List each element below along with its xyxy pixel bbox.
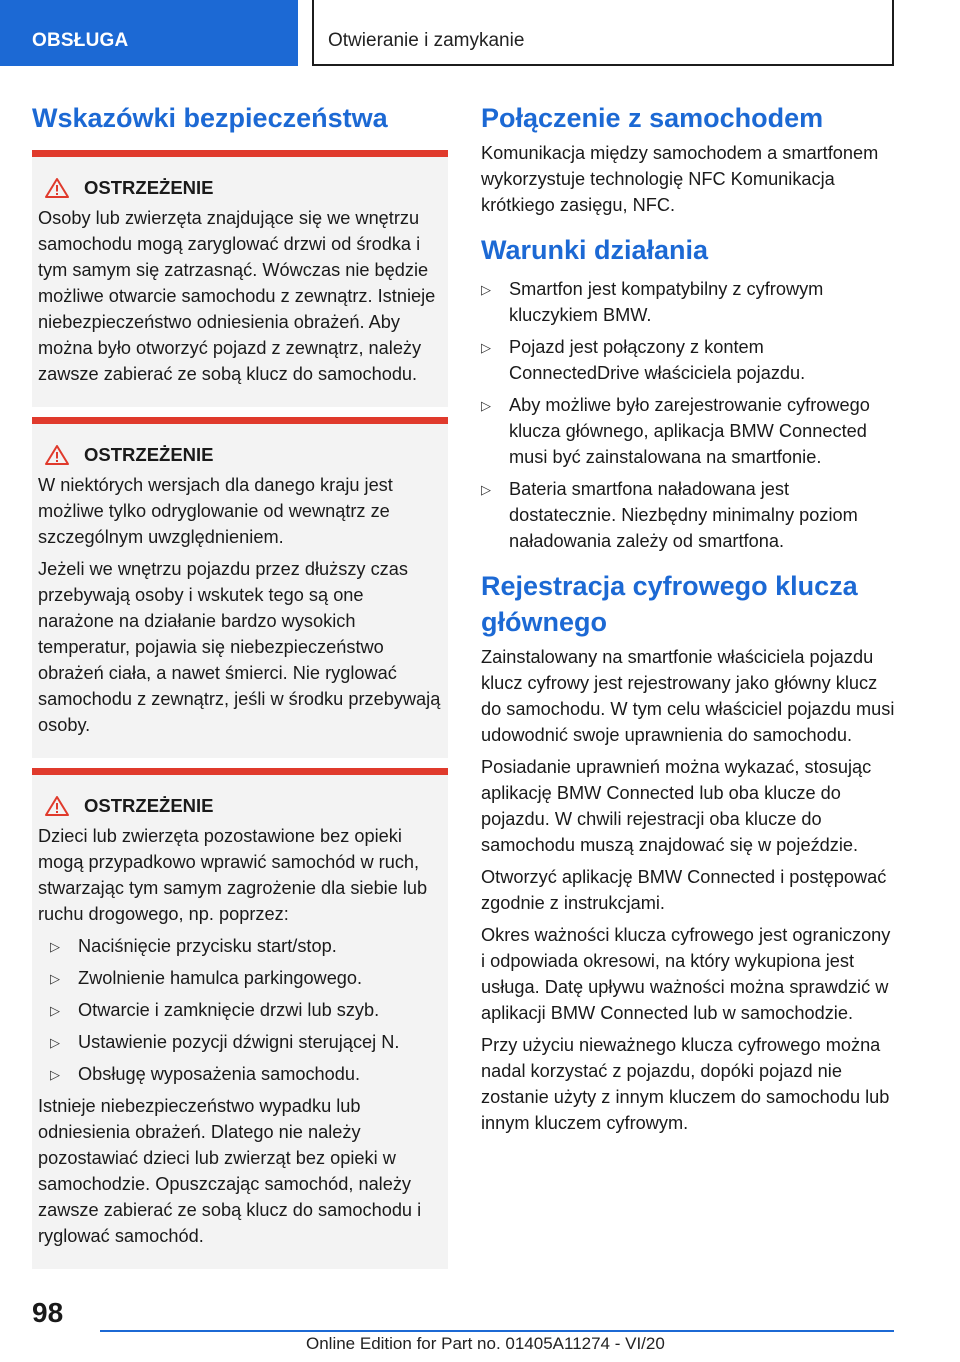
footer-divider: [100, 1330, 894, 1332]
safety-heading: Wskazówki bezpieczeństwa: [32, 103, 388, 133]
list-item: ▷ Naciśnięcie przycisku start/stop.: [50, 933, 442, 960]
registration-text: Zainstalowany na smartfonie właściciela pojazdu klucz cyfrowy jest rejestrowany jako główny klucz do samochodu. W tym celu właściciel pojazdu musi udowodnić swoje uprawnienia do samochodu.: [481, 647, 895, 745]
warning-title: OSTRZEŻENIE: [84, 177, 214, 198]
triangle-right-outline-icon: ▷: [50, 1067, 60, 1082]
warning-box-3: [32, 768, 448, 1269]
list-item: ▷ Bateria smartfona naładowana jest dostatecznie. Niezbędny minimalny poziom naładowania zależy od smartfona.: [481, 476, 897, 554]
warning-triangle-icon: [44, 795, 70, 817]
warning-text: Osoby lub zwierzęta znajdujące się we wnętrzu samochodu mogą zaryglować drzwi od środka i tym samym się zatrzasnąć. Wówczas nie będzie możliwe otwarcie samochodu z zewnątrz. Istnieje niebezpieczeństwo odniesienia obrażeń. Aby można było otworzyć pojazd z zewnątrz, należy zawsze zabierać ze sobą klucz do samochodu.: [38, 208, 436, 384]
warning-text: Jeżeli we wnętrzu pojazdu przez dłuższy czas przebywają osoby i wskutek tego są one narażone na działanie bardzo wysokich temperatur, pojawia się niebezpieczeństwo obrażeń ciała, a nawet śmierci. Nie ryglować samochodu z zewnątrz, jeśli w środku przebywają osoby.: [38, 559, 441, 735]
chapter-tab: Otwieranie i zamykanie: [312, 0, 894, 66]
list-item: ▷ Smartfon jest kompatybilny z cyfrowym kluczykiem BMW.: [481, 276, 897, 328]
warning-text: Istnieje niebezpieczeństwo wypadku lub odniesienia obrażeń. Dlatego nie należy pozostawiać dzieci lub zwierząt bez opieki w samochodzie. Opuszczając samochód, należy zawsze zabierać ze sobą klucz do samochodu i ryglować samochód.: [38, 1096, 422, 1246]
list-item: ▷ Obsługę wyposażenia samochodu.: [50, 1061, 442, 1088]
list-item: ▷ Ustawienie pozycji dźwigni sterującej N.: [50, 1029, 442, 1056]
list-item: ▷ Aby możliwe było zarejestrowanie cyfrowego klucza głównego, aplikacja BMW Connected musi być zainstalowana na smartfonie.: [481, 392, 897, 470]
left-column: [32, 100, 448, 1279]
list-item: ▷ Otwarcie i zamknięcie drzwi lub szyb.: [50, 997, 442, 1024]
warning-title: OSTRZEŻENIE: [84, 795, 214, 816]
list-item: ▷ Pojazd jest połączony z kontem ConnectedDrive właściciela pojazdu.: [481, 334, 897, 386]
connection-text: Komunikacja między samochodem a smartfonem wykorzystuje technologię NFC Komunikacja krótkiego zasięgu, NFC.: [481, 143, 879, 215]
registration-text: Otworzyć aplikację BMW Connected i postępować zgodnie z instrukcjami.: [481, 867, 887, 913]
warning-text: W niektórych wersjach dla danego kraju jest możliwe tylko odryglowanie od wewnątrz ze szczególnym uwzględnieniem.: [38, 475, 393, 547]
warning-list: [50, 933, 442, 1088]
connection-heading: Połączenie z samochodem: [481, 103, 824, 133]
triangle-right-outline-icon: ▷: [50, 1035, 60, 1050]
edition-text: Online Edition for Part no. 01405A11274 - VI/20: [306, 1334, 665, 1353]
registration-heading: Rejestracja cyfrowego klucza głównego: [481, 571, 858, 637]
warning-triangle-icon: [44, 177, 70, 199]
warning-text: Dzieci lub zwierzęta pozostawione bez opieki mogą przypadkowo wprawić samochód w ruch, stwarzając tym samym zagrożenie dla siebie lub ruchu drogowego, np. poprzez:: [38, 826, 428, 924]
registration-text: Posiadanie uprawnień można wykazać, stosując aplikację BMW Connected lub oba klucze do pojazdu. W chwili rejestracji oba klucze do samochodu muszą znajdować się w pojeździe.: [481, 757, 872, 855]
warning-box-2: [32, 417, 448, 758]
warning-title: OSTRZEŻENIE: [84, 444, 214, 465]
list-item: ▷ Zwolnienie hamulca parkingowego.: [50, 965, 442, 992]
page-header: [0, 0, 960, 66]
warning-box-1: [32, 150, 448, 407]
warning-triangle-icon: [44, 444, 70, 466]
right-column: [481, 100, 897, 1142]
registration-text: Okres ważności klucza cyfrowego jest ograniczony i odpowiada okresowi, na który wykupiona jest usługa. Datę upływu ważności można sprawdzić w aplikacji BMW Connected lub w samochodzie.: [481, 925, 891, 1023]
triangle-right-outline-icon: ▷: [50, 1003, 60, 1018]
registration-text: Przy użyciu nieważnego klucza cyfrowego można nadal korzystać z pojazdu, dopóki pojazd nie zostanie użyty z innym kluczem do samochodu lub innym kluczem cyfrowym.: [481, 1035, 890, 1133]
triangle-right-outline-icon: ▷: [481, 282, 491, 297]
page-number: 98: [32, 1297, 64, 1328]
conditions-list: [481, 276, 897, 554]
triangle-right-outline-icon: ▷: [481, 398, 491, 413]
conditions-heading: Warunki działania: [481, 235, 709, 265]
triangle-right-outline-icon: ▷: [481, 340, 491, 355]
triangle-right-outline-icon: ▷: [481, 482, 491, 497]
triangle-right-outline-icon: ▷: [50, 971, 60, 986]
section-tab: OBSŁUGA: [0, 0, 298, 66]
triangle-right-outline-icon: ▷: [50, 939, 60, 954]
